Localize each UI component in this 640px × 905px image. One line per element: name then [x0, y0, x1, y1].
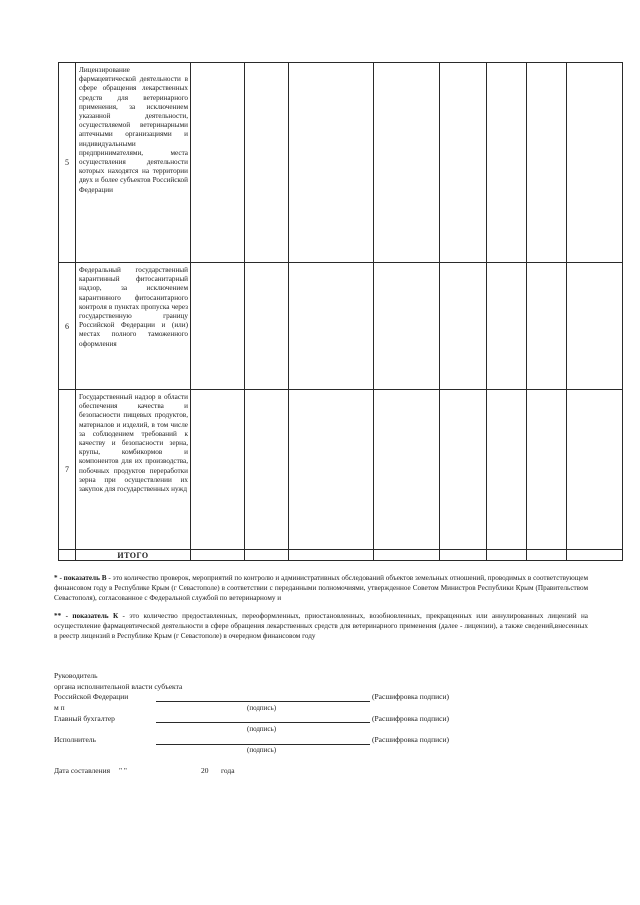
head-title-line3: Российской Федерации: [54, 692, 129, 701]
accountant-sign-hint: (подпись): [247, 725, 277, 733]
row-number: 7: [59, 390, 76, 550]
table-cell: [567, 550, 623, 561]
row-number: 5: [59, 63, 76, 263]
note-k-prefix: ** - показатель К: [54, 612, 119, 620]
table-cell: [487, 550, 527, 561]
table-cell: [245, 390, 289, 550]
table-cell: [289, 63, 374, 263]
table-cell: [527, 263, 567, 390]
total-label: ИТОГО: [76, 550, 191, 561]
row-description: Государственный надзор в области обеспечения качества и безопасности пищевых продуктов, материалов и изделий, в том числе за соблюдением требований к качеству и безопасности зерна, крупы, комбикормов и компонентов для их производства, побочных продуктов переработки зерна при осуществлении их закупок для государственных нужд: [76, 390, 191, 550]
table-cell: [191, 63, 245, 263]
accountant-decode-hint: (Расшифровка подписи): [372, 714, 449, 723]
executor-sign-hint: (подпись): [247, 746, 277, 754]
table-row: [59, 390, 623, 550]
table-cell: [245, 63, 289, 263]
table-cell: [440, 390, 487, 550]
table-cell: [567, 63, 623, 263]
table-cell: [487, 263, 527, 390]
stamp-mark: м п: [54, 703, 65, 712]
table-cell: [567, 390, 623, 550]
table-cell: [527, 390, 567, 550]
table-row: [59, 263, 623, 390]
executor-decode-hint: (Расшифровка подписи): [372, 735, 449, 744]
date-year-suffix: года: [221, 766, 235, 775]
table-cell: [245, 550, 289, 561]
date-year-prefix: 20: [201, 766, 209, 775]
head-decode-hint: (Расшифровка подписи): [372, 692, 449, 701]
table-cell: [487, 63, 527, 263]
table-cell: [191, 550, 245, 561]
head-title-line1: Руководитель: [54, 671, 98, 680]
table-row: [59, 63, 623, 263]
row-number: 6: [59, 263, 76, 390]
table-cell: [59, 550, 76, 561]
head-signature-line: [156, 701, 370, 702]
total-row: [59, 550, 623, 561]
table-cell: [245, 263, 289, 390]
table-cell: [374, 63, 440, 263]
table-cell: [567, 263, 623, 390]
head-title-line2: органа исполнительной власти субъекта: [54, 682, 183, 691]
table-cell: [527, 63, 567, 263]
report-table: [58, 62, 623, 561]
table-cell: [374, 550, 440, 561]
note-k-text: - это количество предоставленных, переоформленных, приостановленных, возобновленных, прекращенных или аннулированных лицензий на осуществление фармацевтической деятельности в сфере обращения лекарственных средств для ветеринарного применения (далее - лицензии), а также сведений,внесенных в реестр лицензий в Республике Крым (г Севастополе) в очередном финансовом году: [54, 612, 588, 640]
table-cell: [289, 390, 374, 550]
table-cell: [191, 263, 245, 390]
table-cell: [487, 390, 527, 550]
table-cell: [374, 263, 440, 390]
table-cell: [289, 550, 374, 561]
row-description: Лицензирование фармацевтической деятельности в сфере обращения лекарственных средств для ветеринарного применения, за исключением указанной деятельности, осуществляемой ветеринарными аптечными организациями и индивидуальными предпринимателями, места осуществления деятельности которых находятся на территории двух и более субъектов Российской Федерации: [76, 63, 191, 263]
table-cell: [527, 550, 567, 561]
date-quotes: " ": [119, 766, 127, 775]
accountant-signature-line: [156, 722, 370, 723]
note-b-text: - это количество проверок, мероприятий по контролю и административных обследований объектов земельных отношений, проводимых в соответствующем финансовом году в Республике Крым (г Севастополе) в соответствии с переданными полномочиями, утвержденное Советом Министров Республики Крым (Правительством Севастополя), согласованное с Федеральной службой по ветеринарному и: [54, 574, 588, 602]
executor-label: Исполнитель: [54, 735, 96, 744]
table-cell: [374, 390, 440, 550]
head-sign-hint: (подпись): [247, 704, 277, 712]
table-cell: [440, 63, 487, 263]
table-cell: [289, 263, 374, 390]
row-description: Федеральный государственный карантинный фитосанитарный надзор, за исключением карантинного фитосанитарного контроля в пунктах пропуска через государственную границу Российской Федерации и (или) местах полного таможенного оформления: [76, 263, 191, 390]
note-b-prefix: * - показатель В: [54, 574, 107, 582]
accountant-label: Главный бухгалтер: [54, 714, 115, 723]
table-cell: [440, 263, 487, 390]
note-indicator-k: [54, 611, 588, 641]
date-label: Дата составления: [54, 766, 111, 775]
executor-signature-line: [156, 744, 370, 745]
note-indicator-b: [54, 573, 588, 603]
table-cell: [440, 550, 487, 561]
table-cell: [191, 390, 245, 550]
